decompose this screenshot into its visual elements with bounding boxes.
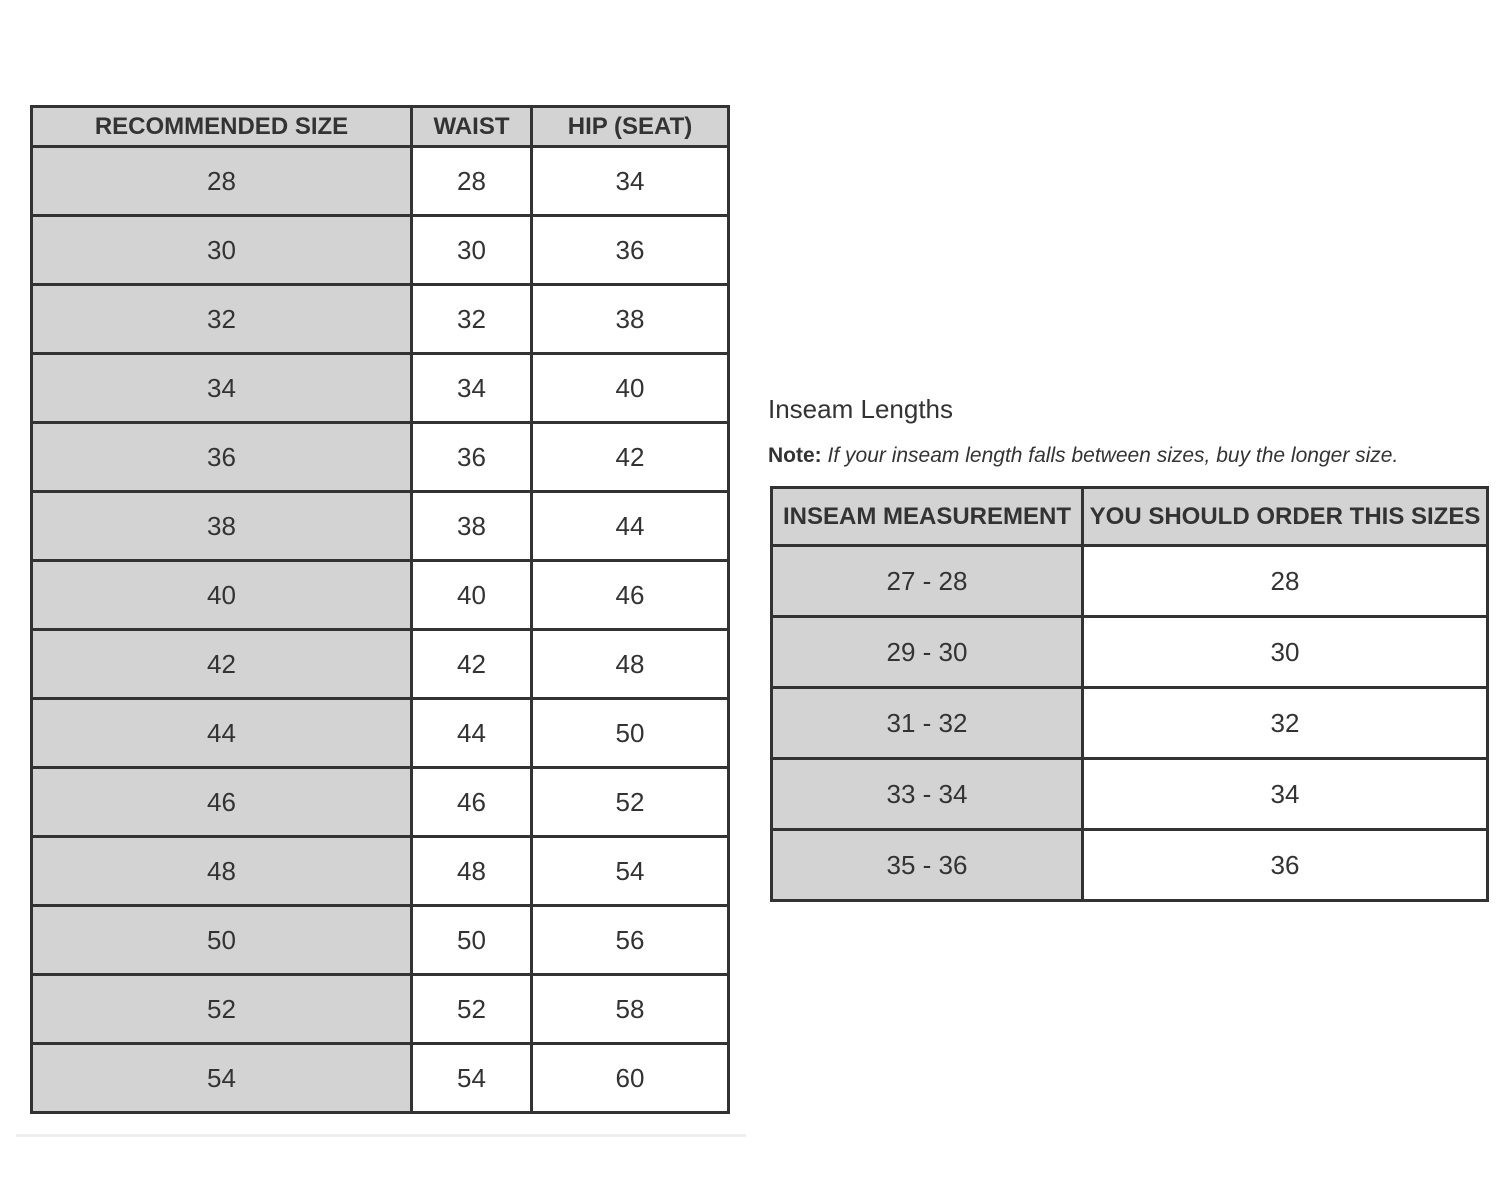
table-row xyxy=(32,837,729,906)
waist-cell: 42 xyxy=(412,630,532,699)
header-recommended-size: RECOMMENDED SIZE xyxy=(32,107,412,147)
order-size-cell: 28 xyxy=(1083,546,1488,617)
table-row xyxy=(772,830,1488,901)
recommended-size-cell: 30 xyxy=(32,216,412,285)
recommended-size-cell: 50 xyxy=(32,906,412,975)
hip-seat-cell: 50 xyxy=(532,699,729,768)
inseam-note xyxy=(768,444,1398,468)
table-row xyxy=(32,354,729,423)
header-inseam-measurement: INSEAM MEASUREMENT xyxy=(772,488,1083,546)
hip-seat-cell: 56 xyxy=(532,906,729,975)
hip-seat-cell: 44 xyxy=(532,492,729,561)
table-row xyxy=(32,147,729,216)
table-row xyxy=(32,561,729,630)
waist-cell: 40 xyxy=(412,561,532,630)
inseam-measurement-cell: 33 - 34 xyxy=(772,759,1083,830)
order-size-cell: 30 xyxy=(1083,617,1488,688)
table-row xyxy=(32,1044,729,1113)
hip-seat-cell: 60 xyxy=(532,1044,729,1113)
size-chart-header-row xyxy=(32,107,729,147)
hip-seat-cell: 48 xyxy=(532,630,729,699)
table-row xyxy=(32,768,729,837)
table-row xyxy=(772,688,1488,759)
waist-cell: 28 xyxy=(412,147,532,216)
table-row xyxy=(32,423,729,492)
inseam-measurement-cell: 27 - 28 xyxy=(772,546,1083,617)
recommended-size-cell: 44 xyxy=(32,699,412,768)
recommended-size-cell: 48 xyxy=(32,837,412,906)
table-row xyxy=(772,546,1488,617)
waist-cell: 32 xyxy=(412,285,532,354)
hip-seat-cell: 40 xyxy=(532,354,729,423)
table-row xyxy=(32,492,729,561)
waist-cell: 36 xyxy=(412,423,532,492)
note-label: Note: xyxy=(768,444,822,467)
table-row xyxy=(32,975,729,1044)
table-row xyxy=(32,216,729,285)
recommended-size-cell: 36 xyxy=(32,423,412,492)
inseam-header-row xyxy=(772,488,1488,546)
waist-cell: 54 xyxy=(412,1044,532,1113)
hip-seat-cell: 38 xyxy=(532,285,729,354)
order-size-cell: 36 xyxy=(1083,830,1488,901)
recommended-size-cell: 46 xyxy=(32,768,412,837)
inseam-title: Inseam Lengths xyxy=(768,394,954,424)
hip-seat-cell: 52 xyxy=(532,768,729,837)
waist-cell: 38 xyxy=(412,492,532,561)
waist-cell: 30 xyxy=(412,216,532,285)
recommended-size-cell: 28 xyxy=(32,147,412,216)
recommended-size-cell: 32 xyxy=(32,285,412,354)
hip-seat-cell: 58 xyxy=(532,975,729,1044)
hip-seat-cell: 42 xyxy=(532,423,729,492)
table-row xyxy=(32,906,729,975)
order-size-cell: 34 xyxy=(1083,759,1488,830)
waist-cell: 48 xyxy=(412,837,532,906)
recommended-size-cell: 34 xyxy=(32,354,412,423)
inseam-measurement-cell: 29 - 30 xyxy=(772,617,1083,688)
waist-cell: 46 xyxy=(412,768,532,837)
hip-seat-cell: 34 xyxy=(532,147,729,216)
table-row xyxy=(772,617,1488,688)
header-order-size: YOU SHOULD ORDER THIS SIZES xyxy=(1083,488,1488,546)
waist-cell: 44 xyxy=(412,699,532,768)
inseam-measurement-cell: 35 - 36 xyxy=(772,830,1083,901)
hip-seat-cell: 54 xyxy=(532,837,729,906)
hip-seat-cell: 36 xyxy=(532,216,729,285)
inseam-table xyxy=(770,486,1489,902)
recommended-size-cell: 52 xyxy=(32,975,412,1044)
header-waist: WAIST xyxy=(412,107,532,147)
waist-cell: 34 xyxy=(412,354,532,423)
note-text: If your inseam length falls between sizes, buy the longer size. xyxy=(827,444,1399,467)
hip-seat-cell: 46 xyxy=(532,561,729,630)
table-row xyxy=(32,285,729,354)
waist-cell: 52 xyxy=(412,975,532,1044)
recommended-size-cell: 40 xyxy=(32,561,412,630)
order-size-cell: 32 xyxy=(1083,688,1488,759)
inseam-measurement-cell: 31 - 32 xyxy=(772,688,1083,759)
divider-line xyxy=(16,1134,746,1137)
recommended-size-cell: 54 xyxy=(32,1044,412,1113)
table-row xyxy=(772,759,1488,830)
recommended-size-cell: 38 xyxy=(32,492,412,561)
table-row xyxy=(32,630,729,699)
recommended-size-cell: 42 xyxy=(32,630,412,699)
waist-cell: 50 xyxy=(412,906,532,975)
table-row xyxy=(32,699,729,768)
size-chart-table xyxy=(30,105,730,1114)
header-hip-seat: HIP (SEAT) xyxy=(532,107,729,147)
